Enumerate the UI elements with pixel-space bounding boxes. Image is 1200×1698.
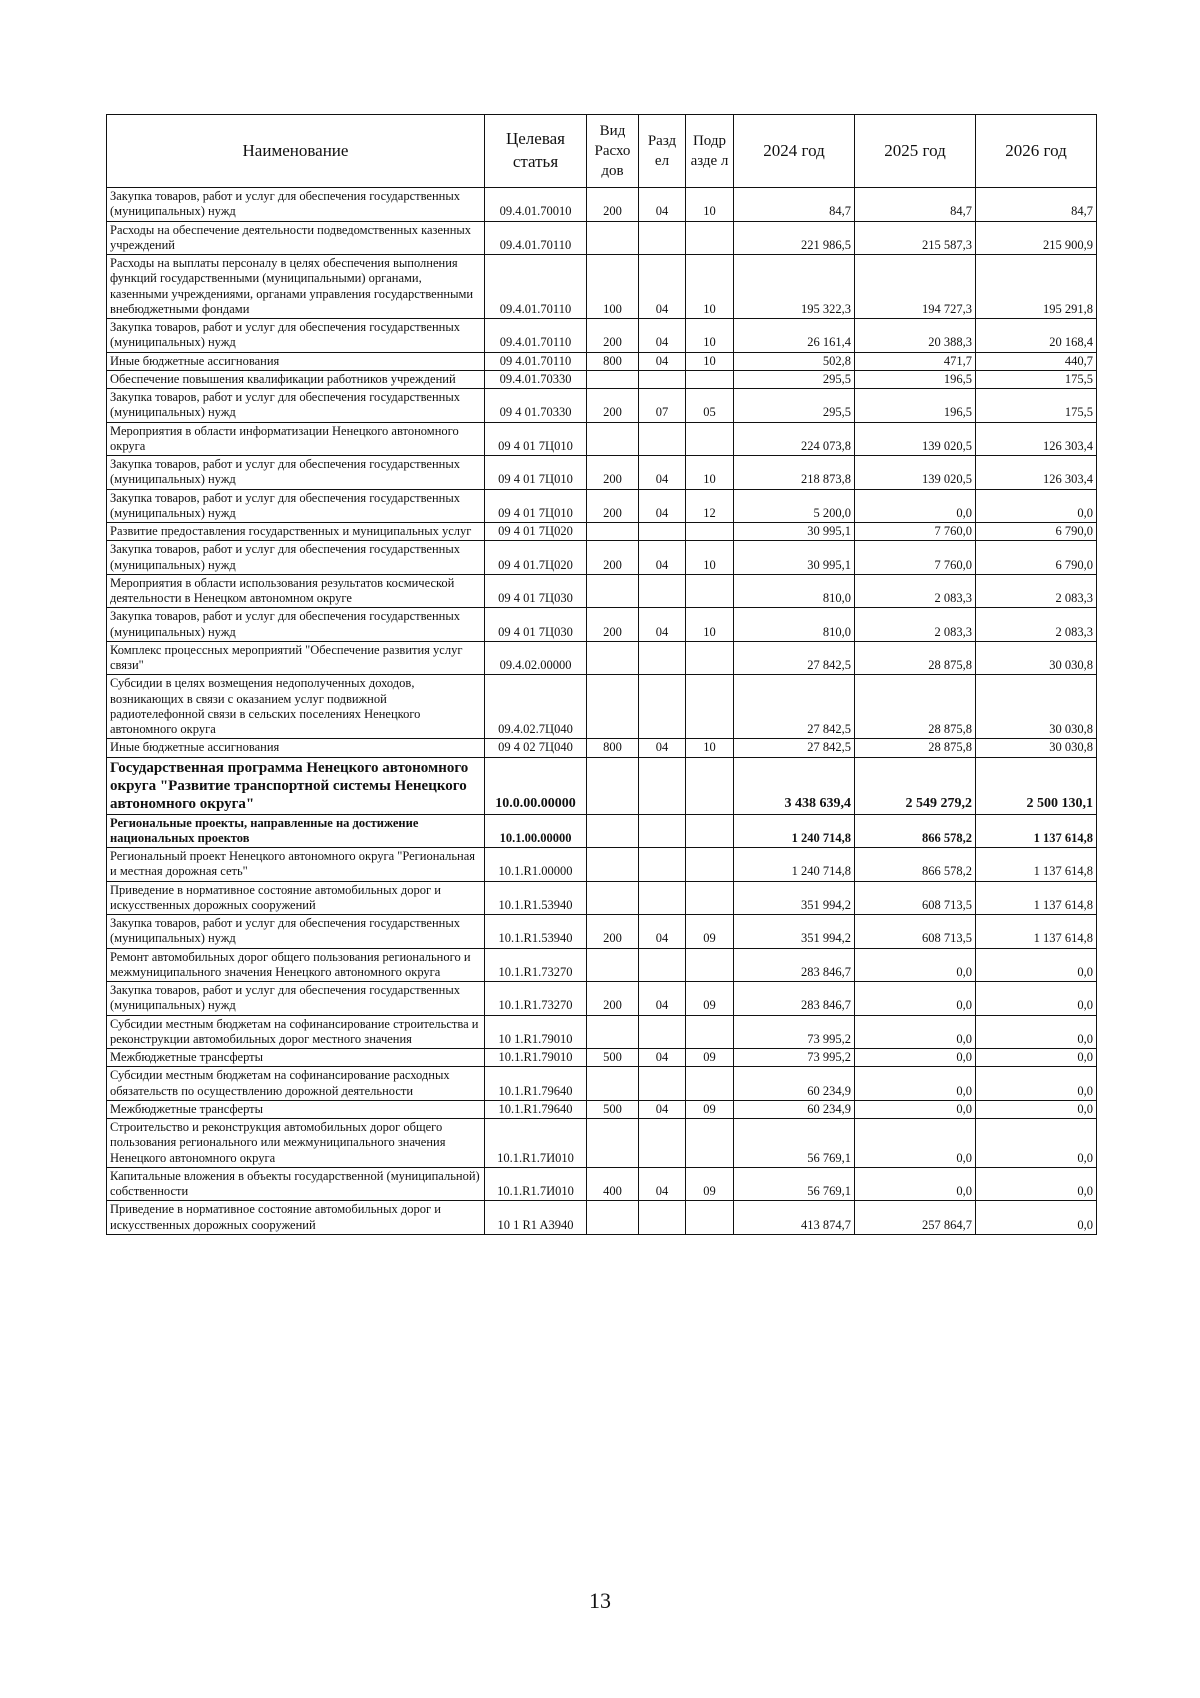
cell-2026: 0,0	[976, 1201, 1097, 1235]
cell-vid	[587, 641, 639, 675]
cell-2025: 215 587,3	[855, 221, 976, 255]
cell-2026: 1 137 614,8	[976, 814, 1097, 848]
cell-2024: 351 994,2	[734, 881, 855, 915]
cell-podrazdel: 10	[686, 255, 734, 319]
cell-2025: 0,0	[855, 1049, 976, 1067]
cell-2025: 194 727,3	[855, 255, 976, 319]
cell-razdel	[639, 523, 686, 541]
cell-target-code: 09.4.01.70110	[485, 221, 587, 255]
cell-2025: 471,7	[855, 352, 976, 370]
cell-target-code: 09 4 01 7Ц030	[485, 608, 587, 642]
cell-vid: 200	[587, 456, 639, 490]
cell-target-code: 09.4.01.70010	[485, 188, 587, 222]
cell-2025: 139 020,5	[855, 456, 976, 490]
cell-name: Закупка товаров, работ и услуг для обеспечения государственных (муниципальных) нужд	[107, 982, 485, 1016]
table-row	[107, 739, 1097, 757]
cell-2025: 0,0	[855, 1015, 976, 1049]
cell-razdel: 04	[639, 915, 686, 949]
table-row	[107, 814, 1097, 848]
cell-target-code: 10 1.R1.79010	[485, 1015, 587, 1049]
header-2024: 2024 год	[734, 115, 855, 188]
cell-vid: 500	[587, 1100, 639, 1118]
cell-target-code: 10.1.R1.79640	[485, 1100, 587, 1118]
cell-2025: 0,0	[855, 1119, 976, 1168]
cell-podrazdel	[686, 814, 734, 848]
cell-2024: 60 234,9	[734, 1100, 855, 1118]
cell-2024: 27 842,5	[734, 641, 855, 675]
cell-2026: 30 030,8	[976, 739, 1097, 757]
header-2026: 2026 год	[976, 115, 1097, 188]
cell-2025: 0,0	[855, 982, 976, 1016]
cell-2026: 20 168,4	[976, 319, 1097, 353]
cell-2025: 866 578,2	[855, 848, 976, 882]
cell-razdel	[639, 814, 686, 848]
cell-podrazdel: 10	[686, 739, 734, 757]
cell-razdel: 04	[639, 982, 686, 1016]
table-row	[107, 319, 1097, 353]
header-name: Наименование	[107, 115, 485, 188]
cell-podrazdel: 10	[686, 352, 734, 370]
table-header	[107, 115, 1097, 188]
cell-target-code: 09 4 01.70330	[485, 389, 587, 423]
cell-vid	[587, 370, 639, 388]
cell-name: Приведение в нормативное состояние автомобильных дорог и искусственных дорожных сооружений	[107, 1201, 485, 1235]
cell-podrazdel	[686, 523, 734, 541]
cell-name: Приведение в нормативное состояние автомобильных дорог и искусственных дорожных сооружений	[107, 881, 485, 915]
cell-podrazdel: 10	[686, 319, 734, 353]
table-row	[107, 370, 1097, 388]
header-razdel: Разд ел	[639, 115, 686, 188]
cell-podrazdel: 09	[686, 982, 734, 1016]
cell-target-code: 09 4 01 7Ц010	[485, 489, 587, 523]
cell-vid: 400	[587, 1167, 639, 1201]
cell-2026: 0,0	[976, 948, 1097, 982]
table-row	[107, 489, 1097, 523]
cell-target-code: 09.4.01.70110	[485, 255, 587, 319]
cell-2026: 6 790,0	[976, 541, 1097, 575]
cell-name: Строительство и реконструкция автомобильных дорог общего пользования регионального или межмуниципального значения Ненецкого автономного округа	[107, 1119, 485, 1168]
cell-2026: 440,7	[976, 352, 1097, 370]
cell-podrazdel: 09	[686, 915, 734, 949]
cell-name: Региональные проекты, направленные на достижение национальных проектов	[107, 814, 485, 848]
cell-target-code: 09 4 01 7Ц030	[485, 574, 587, 608]
cell-vid	[587, 523, 639, 541]
cell-2024: 26 161,4	[734, 319, 855, 353]
cell-name: Комплекс процессных мероприятий "Обеспечение развития услуг связи"	[107, 641, 485, 675]
cell-2025: 2 083,3	[855, 608, 976, 642]
cell-2026: 175,5	[976, 370, 1097, 388]
cell-vid: 200	[587, 541, 639, 575]
cell-vid: 200	[587, 188, 639, 222]
cell-2026: 0,0	[976, 1100, 1097, 1118]
cell-vid	[587, 675, 639, 739]
cell-razdel: 04	[639, 1100, 686, 1118]
cell-razdel	[639, 641, 686, 675]
table-row	[107, 255, 1097, 319]
cell-podrazdel	[686, 1201, 734, 1235]
cell-vid	[587, 422, 639, 456]
cell-2026: 0,0	[976, 1167, 1097, 1201]
cell-name: Капитальные вложения в объекты государственной (муниципальной) собственности	[107, 1167, 485, 1201]
cell-2026: 1 137 614,8	[976, 848, 1097, 882]
table-row	[107, 848, 1097, 882]
cell-razdel	[639, 221, 686, 255]
cell-razdel	[639, 1067, 686, 1101]
cell-2025: 139 020,5	[855, 422, 976, 456]
cell-razdel: 04	[639, 352, 686, 370]
cell-target-code: 10.1.R1.7И010	[485, 1167, 587, 1201]
cell-vid: 100	[587, 255, 639, 319]
cell-2024: 295,5	[734, 370, 855, 388]
budget-table	[106, 114, 1097, 1235]
cell-target-code: 09.4.02.00000	[485, 641, 587, 675]
cell-name: Межбюджетные трансферты	[107, 1049, 485, 1067]
cell-vid: 800	[587, 739, 639, 757]
header-podrazdel: Подр азде л	[686, 115, 734, 188]
cell-podrazdel: 09	[686, 1100, 734, 1118]
cell-2025: 28 875,8	[855, 675, 976, 739]
cell-razdel: 07	[639, 389, 686, 423]
table-row	[107, 541, 1097, 575]
cell-2025: 2 083,3	[855, 574, 976, 608]
table-row	[107, 1100, 1097, 1118]
cell-target-code: 10.1.R1.79640	[485, 1067, 587, 1101]
cell-2025: 0,0	[855, 489, 976, 523]
cell-2026: 0,0	[976, 1119, 1097, 1168]
header-vid: Вид Расхо дов	[587, 115, 639, 188]
cell-podrazdel: 10	[686, 456, 734, 490]
page-number: 13	[589, 1588, 611, 1613]
cell-name: Мероприятия в области информатизации Ненецкого автономного округа	[107, 422, 485, 456]
cell-razdel: 04	[639, 739, 686, 757]
cell-razdel	[639, 848, 686, 882]
cell-vid: 200	[587, 915, 639, 949]
cell-target-code: 10.1.R1.00000	[485, 848, 587, 882]
cell-razdel: 04	[639, 1049, 686, 1067]
cell-2026: 1 137 614,8	[976, 881, 1097, 915]
cell-2025: 0,0	[855, 1067, 976, 1101]
cell-razdel	[639, 574, 686, 608]
cell-vid: 200	[587, 608, 639, 642]
cell-name: Закупка товаров, работ и услуг для обеспечения государственных (муниципальных) нужд	[107, 188, 485, 222]
cell-name: Закупка товаров, работ и услуг для обеспечения государственных (муниципальных) нужд	[107, 319, 485, 353]
cell-razdel	[639, 1015, 686, 1049]
cell-razdel	[639, 370, 686, 388]
cell-2026: 2 083,3	[976, 608, 1097, 642]
cell-target-code: 10.1.R1.53940	[485, 881, 587, 915]
cell-name: Закупка товаров, работ и услуг для обеспечения государственных (муниципальных) нужд	[107, 456, 485, 490]
cell-2024: 413 874,7	[734, 1201, 855, 1235]
table-row	[107, 574, 1097, 608]
cell-target-code: 10.0.00.00000	[485, 757, 587, 814]
cell-vid	[587, 574, 639, 608]
cell-2024: 1 240 714,8	[734, 814, 855, 848]
cell-vid: 200	[587, 489, 639, 523]
cell-2024: 224 073,8	[734, 422, 855, 456]
cell-2025: 0,0	[855, 948, 976, 982]
table-row	[107, 1067, 1097, 1101]
cell-razdel	[639, 422, 686, 456]
cell-name: Межбюджетные трансферты	[107, 1100, 485, 1118]
cell-2026: 84,7	[976, 188, 1097, 222]
cell-razdel: 04	[639, 608, 686, 642]
cell-razdel	[639, 1201, 686, 1235]
cell-2025: 866 578,2	[855, 814, 976, 848]
cell-vid	[587, 948, 639, 982]
cell-target-code: 09 4 01 7Ц010	[485, 456, 587, 490]
cell-name: Субсидии в целях возмещения недополученных доходов, возникающих в связи с оказанием услуг подвижной радиотелефонной связи в сельских поселениях Ненецкого автономного округа	[107, 675, 485, 739]
table-row	[107, 523, 1097, 541]
cell-2026: 30 030,8	[976, 641, 1097, 675]
cell-vid: 500	[587, 1049, 639, 1067]
cell-target-code: 09.4.01.70110	[485, 319, 587, 353]
cell-vid	[587, 757, 639, 814]
cell-target-code: 09 4 02 7Ц040	[485, 739, 587, 757]
cell-2025: 196,5	[855, 389, 976, 423]
cell-2026: 215 900,9	[976, 221, 1097, 255]
cell-vid	[587, 848, 639, 882]
cell-name: Иные бюджетные ассигнования	[107, 739, 485, 757]
cell-2025: 84,7	[855, 188, 976, 222]
cell-podrazdel	[686, 948, 734, 982]
cell-2024: 30 995,1	[734, 541, 855, 575]
cell-2024: 27 842,5	[734, 739, 855, 757]
cell-2026: 0,0	[976, 982, 1097, 1016]
cell-razdel: 04	[639, 541, 686, 575]
cell-podrazdel	[686, 422, 734, 456]
cell-2026: 30 030,8	[976, 675, 1097, 739]
cell-podrazdel: 10	[686, 608, 734, 642]
cell-2025: 608 713,5	[855, 881, 976, 915]
table-row	[107, 915, 1097, 949]
cell-2024: 73 995,2	[734, 1049, 855, 1067]
cell-podrazdel	[686, 757, 734, 814]
cell-name: Мероприятия в области использования результатов космической деятельности в Ненецком автономном округе	[107, 574, 485, 608]
cell-name: Расходы на обеспечение деятельности подведомственных казенных учреждений	[107, 221, 485, 255]
cell-podrazdel: 09	[686, 1167, 734, 1201]
cell-razdel: 04	[639, 489, 686, 523]
header-2025: 2025 год	[855, 115, 976, 188]
cell-2024: 56 769,1	[734, 1119, 855, 1168]
cell-2025: 2 549 279,2	[855, 757, 976, 814]
cell-2024: 283 846,7	[734, 982, 855, 1016]
cell-razdel	[639, 881, 686, 915]
cell-target-code: 10.1.R1.73270	[485, 982, 587, 1016]
cell-name: Развитие предоставления государственных и муниципальных услуг	[107, 523, 485, 541]
cell-2025: 28 875,8	[855, 739, 976, 757]
cell-podrazdel	[686, 221, 734, 255]
cell-2026: 0,0	[976, 489, 1097, 523]
cell-name: Обеспечение повышения квалификации работников учреждений	[107, 370, 485, 388]
cell-2025: 196,5	[855, 370, 976, 388]
cell-podrazdel	[686, 574, 734, 608]
cell-2026: 6 790,0	[976, 523, 1097, 541]
cell-vid: 200	[587, 982, 639, 1016]
cell-razdel	[639, 1119, 686, 1168]
cell-vid: 200	[587, 319, 639, 353]
cell-podrazdel	[686, 1015, 734, 1049]
cell-podrazdel: 10	[686, 188, 734, 222]
cell-2025: 608 713,5	[855, 915, 976, 949]
cell-razdel	[639, 675, 686, 739]
cell-name: Региональный проект Ненецкого автономного округа "Региональная и местная дорожная сеть"	[107, 848, 485, 882]
header-target: Целевая статья	[485, 115, 587, 188]
cell-razdel: 04	[639, 188, 686, 222]
cell-razdel: 04	[639, 255, 686, 319]
cell-2026: 0,0	[976, 1067, 1097, 1101]
cell-podrazdel	[686, 1067, 734, 1101]
cell-vid	[587, 1201, 639, 1235]
cell-2026: 175,5	[976, 389, 1097, 423]
cell-podrazdel	[686, 641, 734, 675]
cell-podrazdel: 05	[686, 389, 734, 423]
table-body	[107, 188, 1097, 1235]
cell-name: Субсидии местным бюджетам на софинансирование строительства и реконструкции автомобильных дорог местного значения	[107, 1015, 485, 1049]
cell-razdel: 04	[639, 1167, 686, 1201]
cell-name: Ремонт автомобильных дорог общего пользования регионального и межмуниципального значения Ненецкого автономного округа	[107, 948, 485, 982]
cell-vid	[587, 814, 639, 848]
table-row	[107, 948, 1097, 982]
cell-name: Закупка товаров, работ и услуг для обеспечения государственных (муниципальных) нужд	[107, 541, 485, 575]
cell-vid: 200	[587, 389, 639, 423]
cell-name: Закупка товаров, работ и услуг для обеспечения государственных (муниципальных) нужд	[107, 389, 485, 423]
table-row	[107, 456, 1097, 490]
cell-2024: 1 240 714,8	[734, 848, 855, 882]
table-row	[107, 675, 1097, 739]
cell-2026: 0,0	[976, 1049, 1097, 1067]
cell-vid	[587, 881, 639, 915]
cell-vid	[587, 1119, 639, 1168]
cell-2024: 30 995,1	[734, 523, 855, 541]
cell-2026: 126 303,4	[976, 422, 1097, 456]
table-row	[107, 389, 1097, 423]
table-row	[107, 1015, 1097, 1049]
cell-target-code: 09 4 01 7Ц010	[485, 422, 587, 456]
table-row	[107, 1201, 1097, 1235]
cell-2024: 295,5	[734, 389, 855, 423]
cell-2025: 257 864,7	[855, 1201, 976, 1235]
cell-2024: 3 438 639,4	[734, 757, 855, 814]
cell-podrazdel	[686, 881, 734, 915]
cell-2024: 56 769,1	[734, 1167, 855, 1201]
table-row	[107, 757, 1097, 814]
cell-target-code: 09.4.01.70330	[485, 370, 587, 388]
cell-target-code: 09.4.02.7Ц040	[485, 675, 587, 739]
table-row	[107, 422, 1097, 456]
cell-podrazdel: 12	[686, 489, 734, 523]
table-row	[107, 982, 1097, 1016]
cell-2025: 0,0	[855, 1100, 976, 1118]
cell-razdel: 04	[639, 456, 686, 490]
cell-target-code: 09 4.01.70110	[485, 352, 587, 370]
cell-2025: 28 875,8	[855, 641, 976, 675]
cell-razdel: 04	[639, 319, 686, 353]
cell-2024: 73 995,2	[734, 1015, 855, 1049]
table-row	[107, 881, 1097, 915]
cell-podrazdel: 09	[686, 1049, 734, 1067]
cell-2024: 810,0	[734, 574, 855, 608]
cell-target-code: 09 4 01 7Ц020	[485, 523, 587, 541]
cell-podrazdel: 10	[686, 541, 734, 575]
cell-2026: 0,0	[976, 1015, 1097, 1049]
cell-name: Расходы на выплаты персоналу в целях обеспечения выполнения функций государственными (муниципальными) органами, казенными учреждениями, органами управления государственными внебюджетными фондами	[107, 255, 485, 319]
cell-2026: 2 500 130,1	[976, 757, 1097, 814]
cell-podrazdel	[686, 675, 734, 739]
cell-2025: 7 760,0	[855, 541, 976, 575]
table-row	[107, 608, 1097, 642]
cell-2025: 0,0	[855, 1167, 976, 1201]
cell-name: Субсидии местным бюджетам на софинансирование расходных обязательств по осуществлению дорожной деятельности	[107, 1067, 485, 1101]
cell-podrazdel	[686, 848, 734, 882]
cell-name: Иные бюджетные ассигнования	[107, 352, 485, 370]
cell-2024: 5 200,0	[734, 489, 855, 523]
cell-2024: 84,7	[734, 188, 855, 222]
cell-razdel	[639, 757, 686, 814]
cell-2025: 20 388,3	[855, 319, 976, 353]
cell-vid	[587, 221, 639, 255]
cell-2024: 27 842,5	[734, 675, 855, 739]
cell-name: Закупка товаров, работ и услуг для обеспечения государственных (муниципальных) нужд	[107, 608, 485, 642]
cell-2024: 195 322,3	[734, 255, 855, 319]
cell-2024: 283 846,7	[734, 948, 855, 982]
cell-target-code: 10.1.00.00000	[485, 814, 587, 848]
cell-2024: 502,8	[734, 352, 855, 370]
table-row	[107, 1049, 1097, 1067]
cell-2024: 351 994,2	[734, 915, 855, 949]
cell-2024: 218 873,8	[734, 456, 855, 490]
table-row	[107, 188, 1097, 222]
table-row	[107, 641, 1097, 675]
cell-podrazdel	[686, 370, 734, 388]
cell-target-code: 10.1.R1.79010	[485, 1049, 587, 1067]
cell-2026: 2 083,3	[976, 574, 1097, 608]
cell-2024: 221 986,5	[734, 221, 855, 255]
cell-name: Закупка товаров, работ и услуг для обеспечения государственных (муниципальных) нужд	[107, 915, 485, 949]
cell-2026: 1 137 614,8	[976, 915, 1097, 949]
table-row	[107, 1167, 1097, 1201]
cell-vid: 800	[587, 352, 639, 370]
cell-target-code: 10.1.R1.53940	[485, 915, 587, 949]
cell-2024: 60 234,9	[734, 1067, 855, 1101]
cell-vid	[587, 1015, 639, 1049]
table-row	[107, 352, 1097, 370]
cell-name: Закупка товаров, работ и услуг для обеспечения государственных (муниципальных) нужд	[107, 489, 485, 523]
cell-name: Государственная программа Ненецкого автономного округа "Развитие транспортной системы Ненецкого автономного округа"	[107, 757, 485, 814]
cell-razdel	[639, 948, 686, 982]
table-row	[107, 221, 1097, 255]
cell-2025: 7 760,0	[855, 523, 976, 541]
cell-target-code: 10 1 R1 A3940	[485, 1201, 587, 1235]
cell-vid	[587, 1067, 639, 1101]
cell-target-code: 10.1.R1.73270	[485, 948, 587, 982]
table-row	[107, 1119, 1097, 1168]
cell-target-code: 10.1.R1.7И010	[485, 1119, 587, 1168]
cell-2026: 126 303,4	[976, 456, 1097, 490]
cell-podrazdel	[686, 1119, 734, 1168]
cell-2026: 195 291,8	[976, 255, 1097, 319]
cell-2024: 810,0	[734, 608, 855, 642]
cell-target-code: 09 4 01.7Ц020	[485, 541, 587, 575]
